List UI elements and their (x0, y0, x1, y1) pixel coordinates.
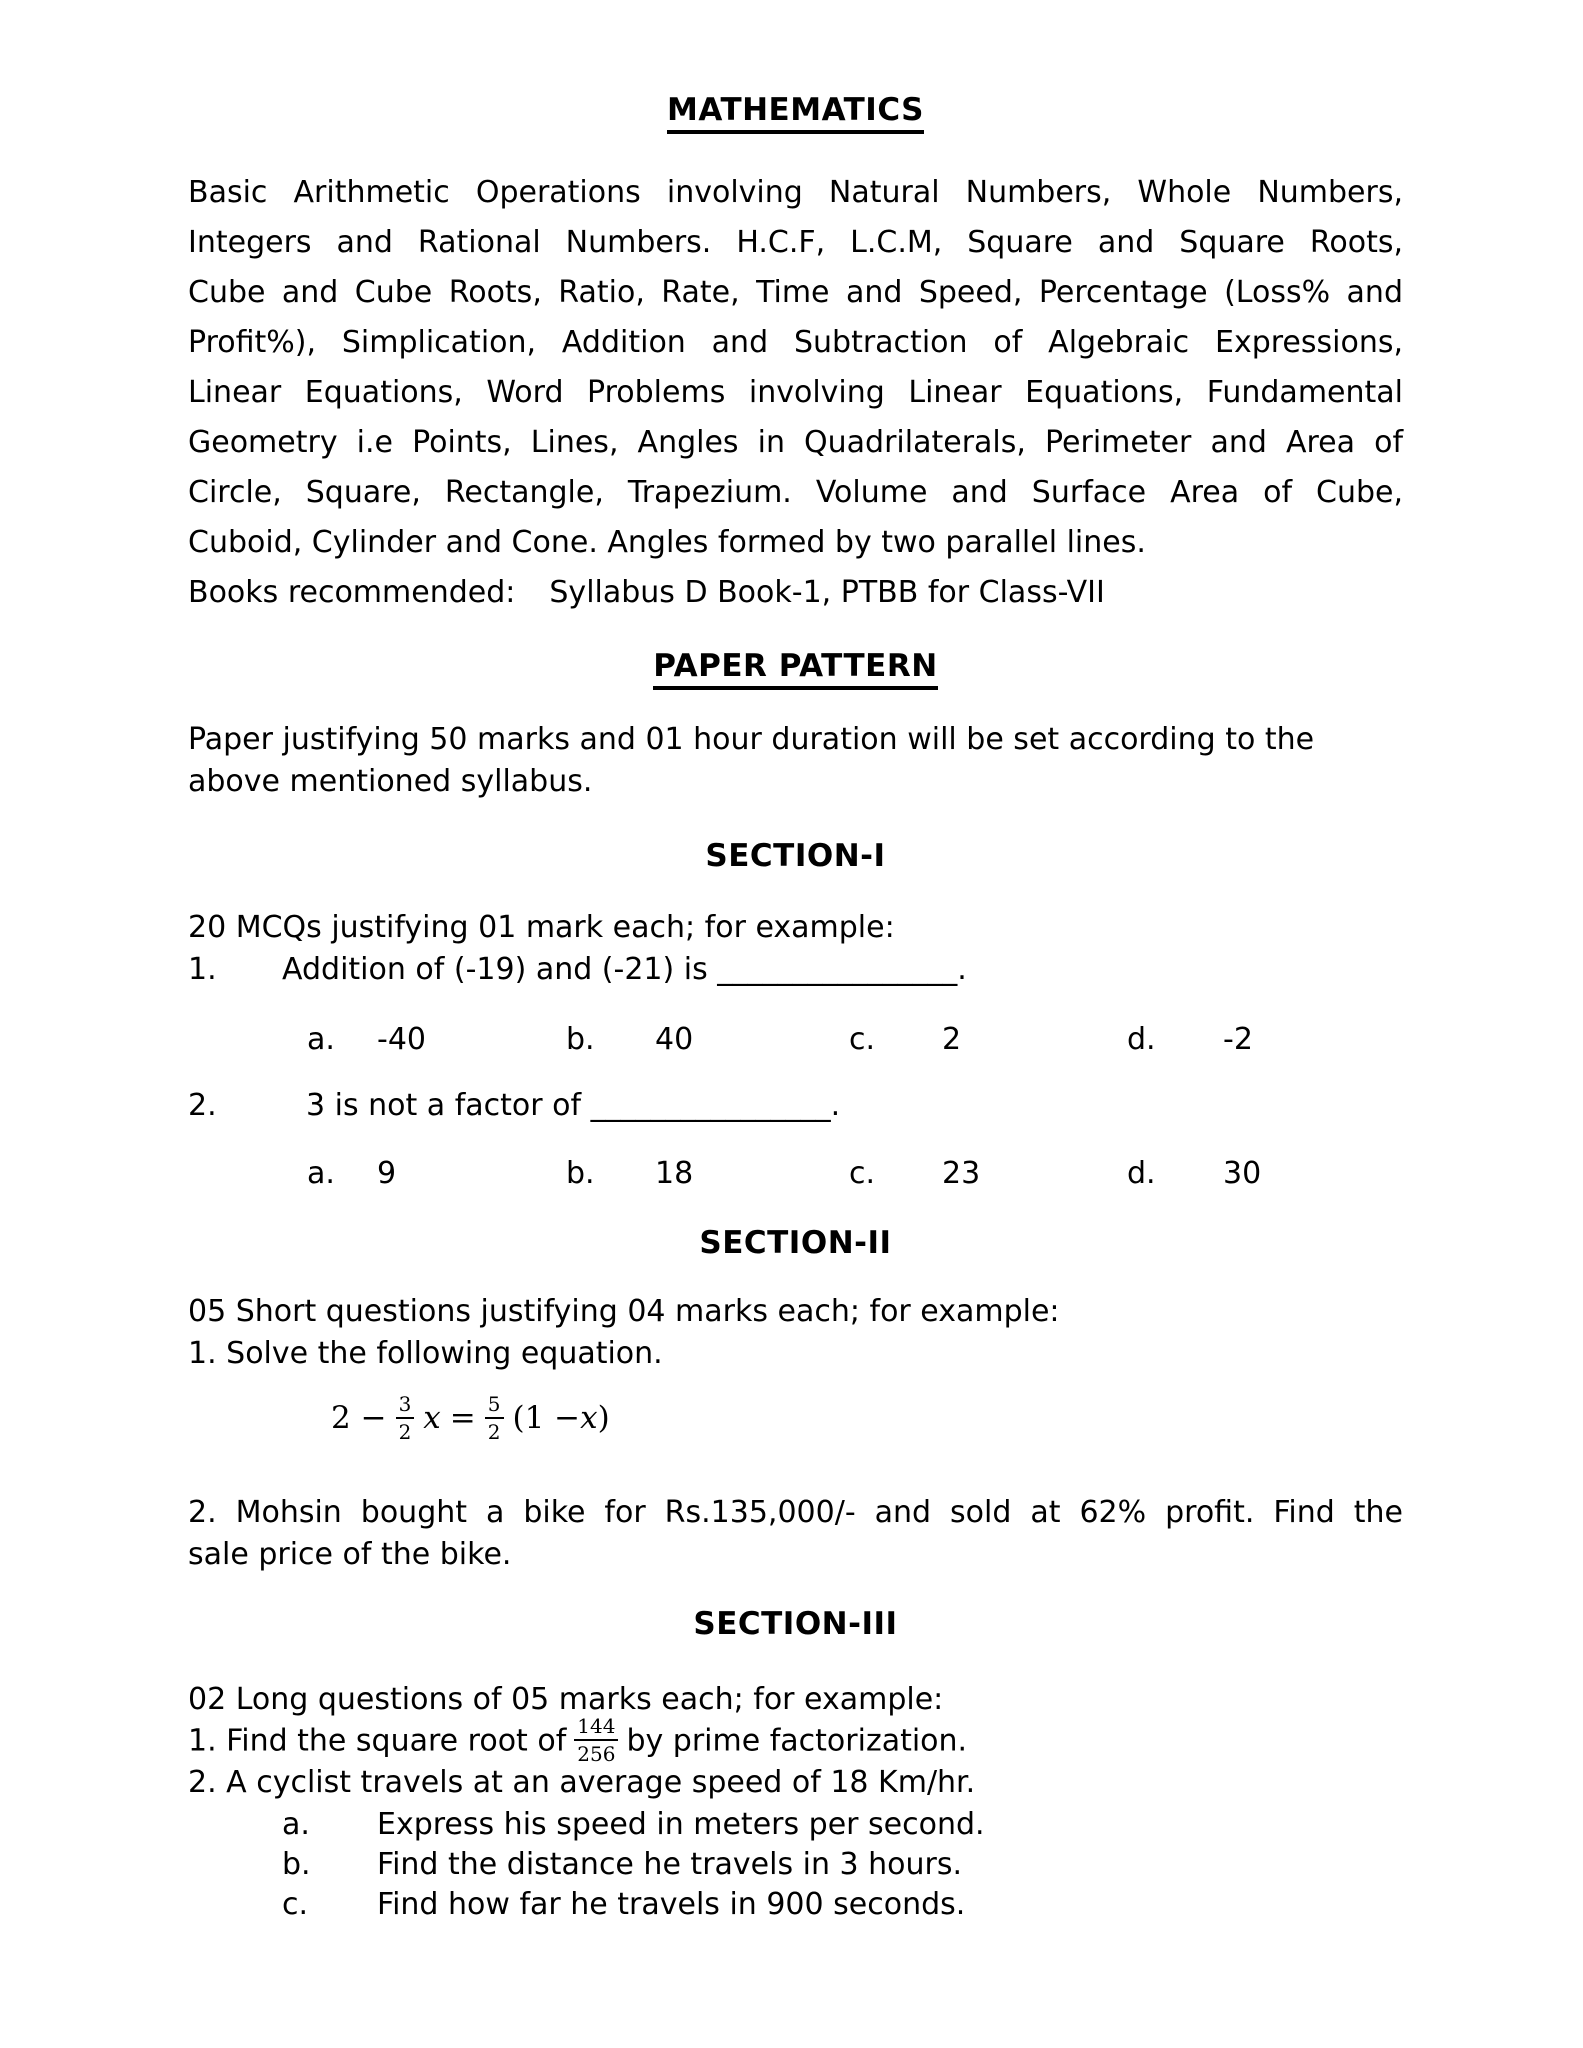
option-value: 30 (1223, 1156, 1262, 1191)
option-letter: c. (849, 1156, 876, 1191)
mcq-question-2 (188, 1085, 1403, 1127)
question-number: 2. (188, 1088, 217, 1123)
long-q1-prefix: 1. Find the square root of (188, 1723, 567, 1759)
short-q1-text: 1. Solve the following equation. (188, 1336, 663, 1371)
equation-tail-close: ) (597, 1400, 610, 1436)
page-title-text: MATHEMATICS (667, 92, 924, 134)
equation-lead: 2 − (331, 1400, 387, 1436)
equation (188, 1392, 1546, 1444)
subitem-letter: c. (282, 1887, 309, 1922)
option-letter: a. (307, 1022, 335, 1057)
syllabus-line: Cube and Cube Roots, Ratio, Rate, Time and Speed, Percentage (Loss% and (188, 275, 1403, 310)
section1-heading: SECTION-I (705, 838, 886, 874)
section2-heading: SECTION-II (699, 1225, 892, 1261)
mcq-question-1 (188, 949, 1403, 991)
books-value: Syllabus D Book-1, PTBB for Class-VII (549, 575, 1105, 610)
option-value: -40 (377, 1022, 426, 1057)
paper-pattern-text-line: above mentioned syllabus. (188, 764, 593, 799)
equation-variable: x (423, 1400, 441, 1436)
option-value: -2 (1223, 1022, 1253, 1057)
option-letter: c. (849, 1022, 876, 1057)
fraction-denominator: 2 (398, 1420, 412, 1444)
q1-options-row (188, 1019, 1403, 1063)
question-text: 3 is not a factor of ________________. (306, 1088, 841, 1123)
fraction-numerator: 3 (396, 1392, 415, 1419)
long-q2-text: 2. A cyclist travels at an average speed of 18 Km/hr. (188, 1765, 976, 1800)
syllabus-line: Linear Equations, Word Problems involving Linear Equations, Fundamental (188, 375, 1403, 410)
option-value: 9 (377, 1156, 397, 1191)
subitem-text: Express his speed in meters per second. (377, 1807, 985, 1842)
paper-pattern-text-line: Paper justifying 50 marks and 01 hour duration will be set according to the (188, 722, 1315, 757)
long-q1-line (188, 1716, 1403, 1768)
fraction-denominator: 2 (487, 1420, 501, 1444)
short-q2-line: 2. Mohsin bought a bike for Rs.135,000/- and sold at 62% profit. Find the (188, 1495, 1403, 1530)
paper-pattern-heading-text: PAPER PATTERN (653, 648, 937, 690)
long-q1-suffix: by prime factorization. (626, 1723, 968, 1759)
section2-intro: 05 Short questions justifying 04 marks each; for example: (188, 1294, 1060, 1329)
books-label: Books recommended: (188, 575, 516, 610)
option-value: 18 (655, 1156, 694, 1191)
paper-pattern-heading (188, 645, 1403, 687)
syllabus-line: Basic Arithmetic Operations involving Natural Numbers, Whole Numbers, (188, 175, 1403, 210)
short-q2-line: sale price of the bike. (188, 1537, 512, 1572)
fraction-denominator: 256 (577, 1742, 616, 1766)
syllabus-line: Profit%), Simplication, Addition and Subtraction of Algebraic Expressions, (188, 325, 1403, 360)
equation-tail-open: (1 − (512, 1400, 581, 1436)
equation-equals-sign: = (449, 1400, 476, 1436)
subitem-letter: a. (282, 1807, 310, 1842)
section3-intro: 02 Long questions of 05 marks each; for example: (188, 1682, 944, 1717)
syllabus-line: Cuboid, Cylinder and Cone. Angles formed by two parallel lines. (188, 525, 1146, 560)
q2-options-row (188, 1153, 1403, 1197)
equation-tail-variable: x (580, 1400, 598, 1436)
fraction-numerator: 144 (574, 1714, 618, 1741)
long-q2-subitem (188, 1804, 1497, 1846)
subitem-text: Find how far he travels in 900 seconds. (377, 1887, 966, 1922)
option-letter: d. (1127, 1022, 1156, 1057)
option-letter: a. (307, 1156, 335, 1191)
long-q2-subitem (188, 1844, 1497, 1886)
fraction-numerator: 5 (485, 1392, 504, 1419)
equation-fraction-1 (396, 1392, 415, 1444)
long-q2-subitem (188, 1884, 1497, 1926)
syllabus-line: Geometry i.e Points, Lines, Angles in Quadrilaterals, Perimeter and Area of (188, 425, 1403, 460)
page-title (188, 89, 1403, 131)
syllabus-line: Circle, Square, Rectangle, Trapezium. Volume and Surface Area of Cube, (188, 475, 1403, 510)
option-letter: b. (566, 1156, 595, 1191)
option-letter: d. (1127, 1156, 1156, 1191)
inline-fraction (574, 1714, 618, 1766)
question-text: Addition of (-19) and (-21) is ________________. (282, 952, 967, 987)
subitem-letter: b. (282, 1847, 311, 1882)
option-letter: b. (566, 1022, 595, 1057)
section1-intro: 20 MCQs justifying 01 mark each; for example: (188, 910, 895, 945)
subitem-text: Find the distance he travels in 3 hours. (377, 1847, 963, 1882)
section3-heading: SECTION-III (693, 1606, 898, 1642)
option-value: 23 (942, 1156, 981, 1191)
option-value: 40 (655, 1022, 694, 1057)
option-value: 2 (942, 1022, 962, 1057)
question-number: 1. (188, 952, 217, 987)
books-recommended-line (188, 568, 1403, 618)
equation-fraction-2 (485, 1392, 504, 1444)
syllabus-line: Integers and Rational Numbers. H.C.F, L.C.M, Square and Square Roots, (188, 225, 1403, 260)
